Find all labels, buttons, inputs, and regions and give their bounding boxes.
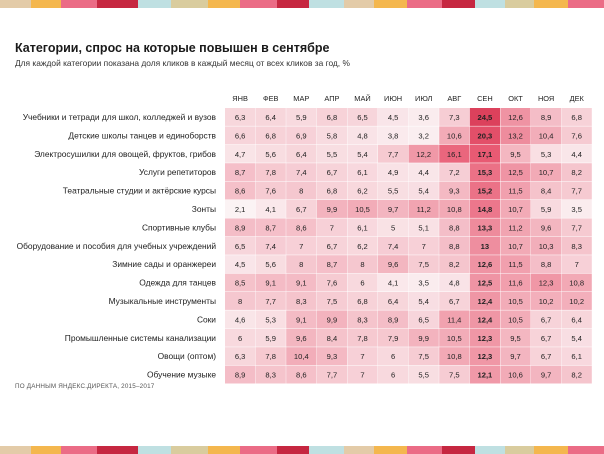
- cell-value-r11-c12: 10,2: [569, 296, 585, 306]
- cell-value-r10-c9: 12,5: [477, 278, 493, 288]
- cell-value-r9-c8: 8,2: [449, 260, 460, 270]
- chart-title: Категории, спрос на которые повышен в сентябре: [15, 41, 330, 55]
- column-header-8: АВГ: [447, 94, 462, 103]
- row-label-13: Промышленные системы канализации: [64, 332, 216, 343]
- row-label-5: Театральные студии и актёрские курсы: [62, 185, 216, 196]
- cell-value-r13-c6: 7,9: [387, 333, 399, 343]
- cell-value-r15-c7: 5,5: [418, 370, 429, 380]
- cell-value-r2-c5: 4,8: [357, 131, 368, 141]
- cell-value-r4-c3: 7,4: [296, 168, 307, 178]
- cell-value-r2-c12: 7,6: [571, 131, 582, 141]
- cell-value-r5-c2: 7,6: [265, 186, 276, 196]
- cell-value-r5-c1: 8,6: [234, 186, 246, 196]
- cell-value-r15-c4: 7,7: [326, 370, 338, 380]
- cell-value-r1-c8: 7,3: [449, 112, 460, 122]
- cell-value-r15-c9: 12,1: [477, 370, 493, 380]
- cell-value-r5-c6: 5,5: [387, 186, 399, 196]
- cell-value-r4-c5: 6,1: [357, 168, 368, 178]
- cell-value-r6-c5: 10,5: [355, 204, 370, 214]
- cell-value-r14-c5: 7: [360, 352, 365, 362]
- cell-value-r3-c6: 7,7: [387, 149, 399, 159]
- cell-value-r3-c9: 17,1: [477, 149, 493, 159]
- cell-value-r9-c6: 9,6: [387, 260, 399, 270]
- column-header-4: АПР: [324, 94, 340, 103]
- cell-value-r8-c5: 6,2: [357, 241, 368, 251]
- row-label-7: Спортивные клубы: [141, 222, 216, 233]
- row-label-15: Обучение музыке: [147, 369, 216, 380]
- cell-value-r11-c3: 8,3: [296, 296, 307, 306]
- cell-value-r14-c1: 6,3: [234, 352, 246, 362]
- cell-value-r5-c11: 8,4: [540, 186, 552, 196]
- cell-value-r10-c10: 11,6: [508, 278, 523, 288]
- cell-value-r10-c5: 6: [360, 278, 365, 288]
- cell-value-r10-c6: 4,1: [387, 278, 399, 288]
- cell-value-r7-c10: 11,2: [508, 223, 523, 233]
- cell-value-r8-c3: 7: [299, 241, 304, 251]
- cell-value-r15-c3: 8,6: [296, 370, 307, 380]
- cell-value-r11-c7: 5,4: [418, 296, 429, 306]
- cell-value-r6-c3: 6,7: [296, 204, 307, 214]
- column-header-11: НОЯ: [537, 94, 555, 103]
- cell-value-r10-c4: 7,6: [326, 278, 338, 288]
- cell-value-r1-c4: 6,8: [326, 112, 338, 122]
- cell-value-r10-c1: 8,5: [234, 278, 246, 288]
- cell-value-r2-c2: 6,8: [265, 131, 276, 141]
- cell-value-r8-c9: 13: [480, 241, 490, 251]
- row-label-8: Оборудование и пособия для учебных учреждений: [16, 240, 216, 251]
- row-label-12: Соки: [196, 314, 216, 325]
- cell-value-r2-c3: 6,9: [296, 131, 307, 141]
- cell-value-r11-c5: 6,8: [357, 296, 368, 306]
- cell-value-r12-c7: 6,5: [418, 315, 429, 325]
- cell-value-r5-c7: 5,4: [418, 186, 429, 196]
- cell-value-r13-c3: 9,6: [296, 333, 307, 343]
- row-label-2: Детские школы танцев и единоборств: [68, 130, 216, 141]
- cell-value-r13-c4: 8,4: [326, 333, 338, 343]
- cell-value-r4-c11: 10,7: [538, 168, 554, 178]
- cell-value-r6-c1: 2,1: [234, 204, 246, 214]
- cell-value-r6-c10: 10,7: [508, 204, 523, 214]
- cell-value-r12-c9: 12,4: [477, 315, 493, 325]
- cell-value-r11-c4: 7,5: [326, 296, 338, 306]
- cell-value-r8-c10: 10,7: [508, 241, 523, 251]
- cell-value-r15-c6: 6: [390, 370, 396, 380]
- cell-value-r5-c12: 7,7: [571, 186, 582, 196]
- source-note: ПО ДАННЫМ ЯНДЕКС.ДИРЕКТА, 2015–2017: [15, 383, 155, 390]
- cell-value-r4-c4: 6,7: [326, 168, 338, 178]
- cell-value-r2-c6: 3,8: [387, 131, 399, 141]
- cell-value-r10-c12: 10,8: [569, 278, 585, 288]
- column-header-7: ИЮЛ: [415, 94, 433, 103]
- row-label-14: Овощи (оптом): [157, 351, 216, 362]
- cell-value-r1-c12: 6,8: [571, 112, 582, 122]
- cell-value-r1-c5: 6,5: [357, 112, 368, 122]
- cell-value-r15-c8: 7,5: [449, 370, 460, 380]
- row-label-1: Учебники и тетради для школ, колледжей и вузов: [22, 111, 216, 122]
- cell-value-r14-c3: 10,4: [293, 352, 309, 362]
- cell-value-r4-c12: 8,2: [571, 168, 582, 178]
- cell-value-r8-c2: 7,4: [265, 241, 276, 251]
- cell-value-r6-c11: 5,9: [540, 204, 552, 214]
- cell-value-r7-c3: 8,6: [296, 223, 307, 233]
- cell-value-r5-c9: 15,2: [477, 186, 493, 196]
- column-header-2: ФЕВ: [262, 94, 279, 103]
- cell-value-r2-c10: 13,2: [508, 131, 523, 141]
- cell-value-r12-c5: 8,3: [357, 315, 368, 325]
- chart-subtitle: Для каждой категории показана доля кликов в каждый месяц от всех кликов за год, %: [15, 58, 350, 68]
- cell-value-r6-c6: 9,7: [387, 204, 399, 214]
- cell-value-r13-c7: 9,9: [418, 333, 429, 343]
- cell-value-r14-c9: 12,3: [477, 352, 493, 362]
- cell-value-r13-c10: 9,5: [510, 333, 521, 343]
- cell-value-r7-c11: 9,6: [540, 223, 552, 233]
- cell-value-r12-c8: 11,4: [447, 315, 462, 325]
- cell-value-r2-c11: 10,4: [538, 131, 554, 141]
- cell-value-r12-c10: 10,5: [508, 315, 523, 325]
- cell-value-r1-c2: 6,4: [265, 112, 276, 122]
- cell-value-r2-c7: 3,2: [418, 131, 429, 141]
- cell-value-r1-c11: 8,9: [540, 112, 552, 122]
- column-header-12: ДЕК: [569, 94, 584, 103]
- cell-value-r2-c8: 10,6: [446, 131, 462, 141]
- cell-value-r4-c2: 7,8: [265, 168, 276, 178]
- cell-value-r10-c2: 9,1: [265, 278, 276, 288]
- cell-value-r9-c2: 5,6: [265, 260, 276, 270]
- cell-value-r3-c3: 6,4: [296, 149, 307, 159]
- cell-value-r5-c8: 9,3: [449, 186, 460, 196]
- cell-value-r14-c2: 7,8: [265, 352, 276, 362]
- cell-value-r3-c2: 5,6: [265, 149, 276, 159]
- cell-value-r3-c1: 4,7: [234, 149, 246, 159]
- cell-value-r12-c6: 8,9: [387, 315, 399, 325]
- cell-value-r6-c4: 9,9: [326, 204, 338, 214]
- cell-value-r14-c8: 10,8: [446, 352, 462, 362]
- cell-value-r13-c11: 6,7: [540, 333, 552, 343]
- cell-value-r13-c5: 7,8: [357, 333, 368, 343]
- cell-value-r6-c9: 14,8: [477, 204, 493, 214]
- cell-value-r8-c12: 8,3: [571, 241, 582, 251]
- column-header-9: СЕН: [477, 94, 493, 103]
- cell-value-r9-c11: 8,8: [540, 260, 552, 270]
- cell-value-r5-c3: 8: [299, 186, 304, 196]
- cell-value-r9-c4: 8,7: [326, 260, 338, 270]
- cell-value-r2-c9: 20,3: [477, 131, 493, 141]
- row-label-3: Электросушилки для овощей, фруктов, грибов: [34, 148, 216, 159]
- cell-value-r3-c12: 4,4: [571, 149, 582, 159]
- cell-value-r2-c4: 5,8: [326, 131, 338, 141]
- cell-value-r15-c1: 8,9: [234, 370, 246, 380]
- cell-value-r12-c2: 5,3: [265, 315, 276, 325]
- cell-value-r4-c8: 7,2: [449, 168, 460, 178]
- cell-value-r7-c9: 13,3: [477, 223, 493, 233]
- cell-value-r7-c7: 5,1: [418, 223, 429, 233]
- column-header-5: МАЙ: [354, 94, 371, 103]
- cell-value-r14-c11: 6,7: [540, 352, 552, 362]
- cell-value-r8-c4: 6,7: [326, 241, 338, 251]
- cell-value-r14-c12: 6,1: [571, 352, 582, 362]
- cell-value-r3-c8: 16,1: [446, 149, 462, 159]
- column-header-6: ИЮН: [384, 94, 403, 103]
- cell-value-r14-c7: 7,5: [418, 352, 429, 362]
- cell-value-r2-c1: 6,6: [234, 131, 246, 141]
- cell-value-r9-c5: 8: [360, 260, 365, 270]
- cell-value-r12-c4: 9,9: [326, 315, 338, 325]
- row-label-4: Услуги репетиторов: [139, 167, 216, 178]
- cell-value-r8-c1: 6,5: [234, 241, 246, 251]
- cell-value-r7-c4: 7: [329, 223, 335, 233]
- cell-value-r13-c9: 12,3: [477, 333, 493, 343]
- cell-value-r9-c7: 7,5: [418, 260, 429, 270]
- cell-value-r4-c9: 15,3: [477, 168, 493, 178]
- cell-value-r15-c2: 8,3: [265, 370, 276, 380]
- cell-value-r1-c9: 24,5: [477, 112, 493, 122]
- row-label-11: Музыкальные инструменты: [108, 295, 216, 306]
- cell-value-r1-c6: 4,5: [387, 112, 399, 122]
- cell-value-r3-c10: 9,5: [510, 149, 521, 159]
- cell-value-r12-c12: 6,4: [571, 315, 582, 325]
- cell-value-r13-c8: 10,5: [446, 333, 462, 343]
- cell-value-r9-c1: 4,5: [234, 260, 246, 270]
- row-label-10: Одежда для танцев: [139, 277, 216, 288]
- cell-value-r9-c9: 12,6: [477, 260, 493, 270]
- column-header-3: МАР: [293, 94, 310, 103]
- cell-value-r6-c12: 3,5: [571, 204, 582, 214]
- cell-value-r10-c3: 9,1: [296, 278, 307, 288]
- cell-value-r4-c6: 4,9: [387, 168, 399, 178]
- cell-value-r14-c10: 9,7: [510, 352, 521, 362]
- cell-value-r12-c1: 4,6: [234, 315, 246, 325]
- cell-value-r14-c6: 6: [390, 352, 396, 362]
- cell-value-r13-c1: 6: [237, 333, 243, 343]
- cell-value-r3-c5: 5,4: [357, 149, 368, 159]
- cell-value-r11-c8: 6,7: [449, 296, 460, 306]
- cell-value-r6-c7: 11,2: [416, 204, 431, 214]
- cell-value-r11-c6: 6,4: [387, 296, 399, 306]
- cell-value-r1-c3: 5,9: [296, 112, 307, 122]
- cell-value-r6-c2: 4,1: [265, 204, 276, 214]
- cell-value-r1-c1: 6,3: [234, 112, 246, 122]
- cell-value-r7-c12: 7,7: [571, 223, 582, 233]
- cell-value-r5-c10: 11,5: [508, 186, 523, 196]
- cell-value-r10-c11: 12,3: [538, 278, 554, 288]
- cell-value-r7-c2: 8,7: [265, 223, 276, 233]
- cell-value-r11-c10: 10,5: [508, 296, 523, 306]
- cell-value-r3-c7: 12,2: [416, 149, 432, 159]
- cell-value-r7-c5: 6,1: [357, 223, 368, 233]
- cell-value-r8-c8: 8,8: [449, 241, 460, 251]
- cell-value-r1-c7: 3,6: [418, 112, 429, 122]
- cell-value-r7-c6: 5: [390, 223, 396, 233]
- cell-value-r15-c12: 8,2: [571, 370, 582, 380]
- row-label-6: Зонты: [191, 203, 216, 214]
- cell-value-r9-c10: 11,5: [508, 260, 523, 270]
- cell-value-r10-c8: 4,8: [449, 278, 460, 288]
- cell-value-r7-c1: 8,9: [234, 223, 246, 233]
- cell-value-r5-c5: 6,2: [357, 186, 368, 196]
- cell-value-r15-c11: 9,7: [540, 370, 552, 380]
- cell-value-r11-c1: 8: [237, 296, 243, 306]
- cell-value-r9-c3: 8: [299, 260, 304, 270]
- cell-value-r5-c4: 6,8: [326, 186, 338, 196]
- cell-value-r13-c12: 5,4: [571, 333, 582, 343]
- cell-value-r4-c10: 12,5: [508, 168, 523, 178]
- row-label-9: Зимние сады и оранжереи: [112, 259, 216, 270]
- cell-value-r11-c9: 12,4: [477, 296, 493, 306]
- cell-value-r14-c4: 9,3: [326, 352, 338, 362]
- cell-value-r12-c11: 6,7: [540, 315, 552, 325]
- cell-value-r8-c11: 10,3: [538, 241, 554, 251]
- cell-value-r7-c8: 8,8: [449, 223, 460, 233]
- cell-value-r15-c5: 7: [360, 370, 365, 380]
- column-header-10: ОКТ: [508, 94, 523, 103]
- cell-value-r4-c1: 8,7: [234, 168, 246, 178]
- cell-value-r11-c11: 10,2: [538, 296, 554, 306]
- cell-value-r3-c11: 5,3: [540, 149, 552, 159]
- cell-value-r9-c12: 7: [574, 260, 579, 270]
- cell-value-r6-c8: 10,8: [446, 204, 462, 214]
- cell-value-r8-c6: 7,4: [387, 241, 399, 251]
- cell-value-r11-c2: 7,7: [265, 296, 276, 306]
- cell-value-r15-c10: 10,6: [508, 370, 523, 380]
- cell-value-r13-c2: 5,9: [265, 333, 276, 343]
- cell-value-r3-c4: 5,5: [326, 149, 338, 159]
- cell-value-r10-c7: 3,5: [418, 278, 429, 288]
- cell-value-r4-c7: 4,4: [418, 168, 429, 178]
- column-header-1: ЯНВ: [232, 94, 248, 103]
- cell-value-r8-c7: 7: [421, 241, 426, 251]
- cell-value-r1-c10: 12,6: [508, 112, 523, 122]
- cell-value-r12-c3: 9,1: [296, 315, 307, 325]
